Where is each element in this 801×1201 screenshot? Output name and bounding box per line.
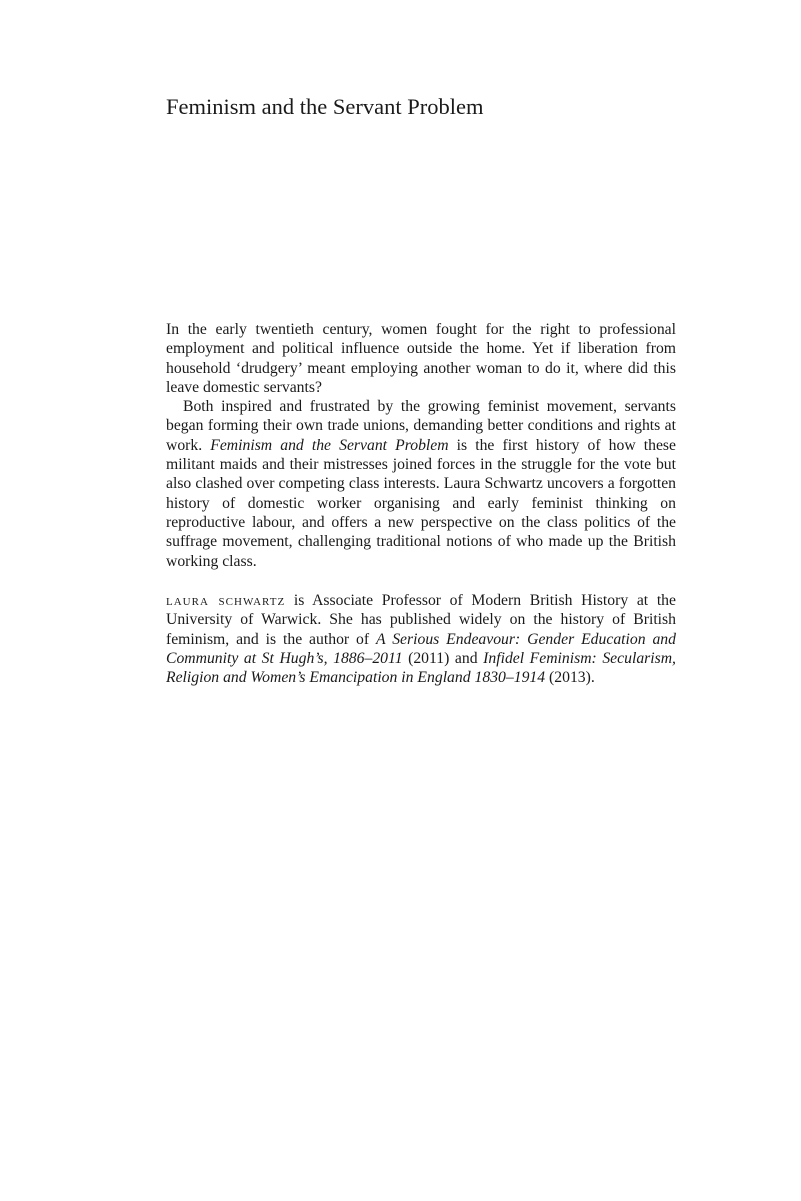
author-bio-text-3: (2013). bbox=[545, 669, 595, 687]
description-paragraph-2-end: is the first history of how these militant maids and their mistresses joined forces in the struggle for the vote but also clashed over competing class interests. Laura Schwartz uncovers a forgotten history of domestic worker organising and early feminist thinking on reproductive labour, and offers a new perspective on the class politics of the suffrage movement, challenging traditional notions of who made up the British working class. bbox=[166, 436, 676, 570]
description-paragraph-2 bbox=[166, 397, 676, 571]
author-name: laura schwartz bbox=[166, 592, 286, 609]
description-paragraph-1: In the early twentieth century, women fought for the right to professional employment and political influence outside the home. Yet if liberation from household ‘drudgery’ meant employing another woman to do it, where did this leave domestic servants? bbox=[166, 321, 676, 396]
description-paragraph-2-start: Both inspired and frustrated by the growing feminist movement, servants began forming their own trade unions, demanding better conditions and rights at work. bbox=[166, 398, 676, 454]
author-bio bbox=[166, 591, 676, 687]
book-description bbox=[166, 320, 676, 571]
author-bio-text-2: (2011) and bbox=[402, 649, 484, 667]
author-book-1: A Serious Endeavour: Gender Education and Community at St Hugh’s, 1886–2011 bbox=[166, 630, 676, 667]
author-bio-text-1: is Associate Professor of Modern British History at the University of Warwick. She has published widely on the history of British feminism, and is the author of bbox=[166, 592, 676, 648]
author-book-2: Infidel Feminism: Secularism, Religion and Women’s Emancipation in England 1830–1914 bbox=[166, 649, 676, 687]
page-title: Feminism and the Servant Problem bbox=[166, 94, 484, 119]
book-title-italic: Feminism and the Servant Problem bbox=[210, 436, 449, 454]
